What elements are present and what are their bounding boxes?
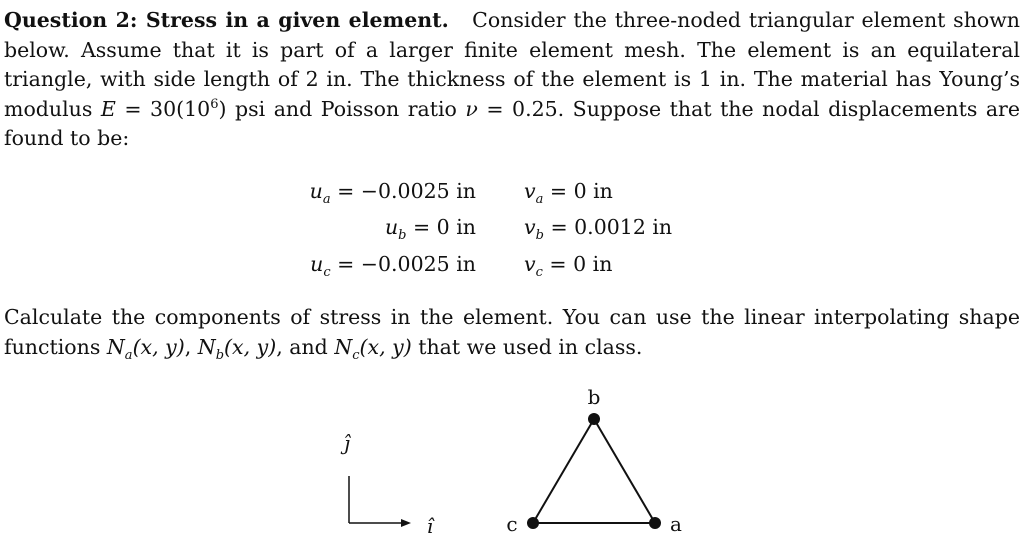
j-hat-label: ĵ (343, 431, 351, 455)
element-figure (0, 380, 1024, 539)
na-args: (x, y) (132, 334, 185, 359)
youngs-modulus-exponent: 6 (210, 96, 219, 112)
edge-bc (533, 419, 594, 523)
calculate-text: Calculate the components of stress in the element. You can use the linear interpolating shape functions (4, 305, 1020, 359)
shape-function-nc: N (334, 334, 353, 359)
ub-symbol: u (384, 215, 399, 239)
ub-value: = 0 in (406, 215, 476, 239)
displacement-ub (384, 215, 476, 244)
question-title: Question 2: Stress in a given element. (4, 8, 449, 32)
vb-value: = 0.0012 in (543, 215, 673, 239)
ub-subscript: b (398, 228, 407, 244)
va-symbol: v (524, 179, 536, 203)
node-a-label: a (670, 512, 682, 536)
vc-symbol: v (524, 252, 536, 276)
node-b (588, 413, 600, 425)
x-axis-arrow-icon (401, 519, 411, 527)
calculate-paragraph (4, 303, 1020, 362)
va-value: = 0 in (543, 179, 613, 203)
shape-function-nb: N (197, 334, 216, 359)
poisson-value-text: = 0.25. Suppose that the nodal displacements are found to be: (4, 96, 1020, 150)
displacement-uc (310, 252, 476, 281)
va-subscript: a (535, 192, 544, 208)
node-b-label: b (587, 385, 601, 409)
question-paragraph (4, 6, 1020, 154)
na-subscript: a (124, 347, 133, 363)
edge-ba (594, 419, 655, 523)
displacement-vb (524, 215, 673, 244)
vc-subscript: c (535, 265, 543, 281)
separator-1: , (184, 334, 198, 359)
nc-args: (x, y) (359, 334, 412, 359)
poisson-symbol: ν (465, 96, 478, 121)
uc-symbol: u (310, 252, 324, 276)
uc-value: = −0.0025 in (330, 252, 476, 276)
triangle-element (506, 385, 682, 536)
node-a (649, 517, 661, 529)
nb-args: (x, y) (224, 334, 277, 359)
question-text: Consider the three-noded triangular element shown below. Assume that it is part of a larger finite element mesh. The element is an equilateral triangle, with side length of 2 in. The thickness of the element is 1 in. The material has Young’s modulus (4, 8, 1020, 121)
node-c-label: c (506, 512, 518, 536)
youngs-modulus-value: = 30(10 (115, 96, 211, 121)
youngs-modulus-symbol: E (100, 96, 116, 121)
vc-value: = 0 in (542, 252, 613, 276)
displacement-vc (524, 252, 613, 281)
displacement-va (524, 179, 613, 208)
coordinate-axes (340, 431, 435, 538)
calculate-text-end: that we used in class. (411, 334, 643, 359)
vb-subscript: b (535, 228, 544, 244)
nb-subscript: b (215, 347, 225, 363)
ua-symbol: u (309, 179, 323, 203)
i-hat-label: ı̂ (426, 514, 434, 538)
uc-subscript: c (323, 265, 331, 281)
shape-function-na: N (106, 334, 125, 359)
separator-2: , and (276, 334, 335, 359)
vb-symbol: v (524, 215, 536, 239)
displacement-ua (309, 179, 476, 208)
ua-value: = −0.0025 in (330, 179, 476, 203)
ua-subscript: a (322, 192, 331, 208)
nc-subscript: c (352, 347, 360, 363)
node-c (527, 517, 539, 529)
youngs-modulus-unit: ) psi and Poisson ratio (218, 96, 466, 121)
